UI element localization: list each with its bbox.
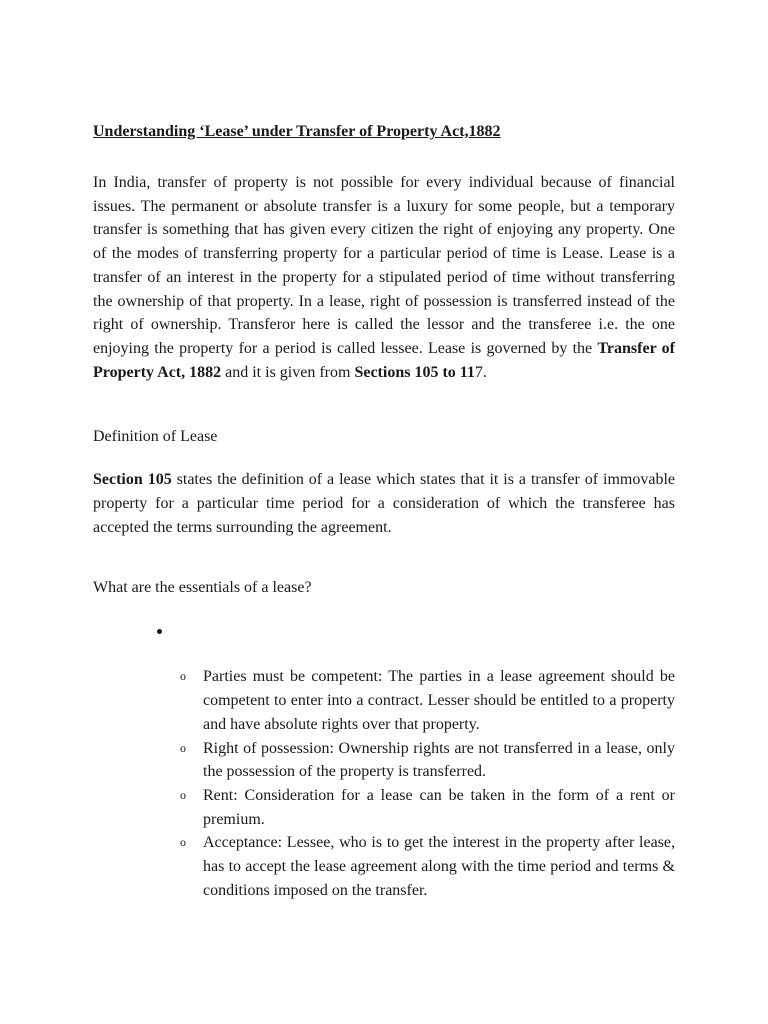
definition-paragraph xyxy=(93,468,675,539)
intro-text-1: In India, transfer of property is not possible for every individual because of financial issues. The permanent or absolute transfer is a luxury for some people, but a temporary transfer is something that has given every citizen the right of enjoying any property. One of the modes of transferring property for a particular period of time is Lease. Lease is a transfer of an interest in the property for a stipulated period of time without transferring the ownership of that property. In a lease, right of possession is transferred instead of the right of ownership. Transferor here is called the lessor and the transferee i.e. the one enjoying the property for a period is called lessee. Lease is governed by the xyxy=(93,174,675,357)
intro-text-2: and it is given from xyxy=(221,363,355,381)
essentials-heading: What are the essentials of a lease? xyxy=(93,579,312,597)
intro-bold-sections: Sections 105 to 11 xyxy=(354,363,475,381)
essentials-item-text: Acceptance: Lessee, who is to get the interest in the property after lease, has to accept the lease agreement along with the time period and terms & conditions imposed on the transfer. xyxy=(203,834,675,899)
definition-text: states the definition of a lease which states that it is a transfer of immovable property for a particular time period for a consideration of which the transferee has accepted the terms surrounding the agreement. xyxy=(93,471,675,536)
circle-bullet-icon: o xyxy=(180,740,186,755)
circle-bullet-icon: o xyxy=(180,787,186,802)
essentials-list-item xyxy=(180,665,675,736)
essentials-list-item xyxy=(180,831,675,902)
essentials-list-item xyxy=(180,737,675,784)
essentials-list-item xyxy=(180,784,675,831)
circle-bullet-icon: o xyxy=(180,669,186,684)
circle-bullet-icon: o xyxy=(180,835,186,850)
definition-heading: Definition of Lease xyxy=(93,428,218,446)
essentials-item-text: Right of possession: Ownership rights are not transferred in a lease, only the possession of the property is transferred. xyxy=(203,739,675,781)
essentials-list xyxy=(93,665,675,902)
intro-bold-act: Transfer of Property Act, 1882 xyxy=(93,339,675,381)
essentials-item-text: Parties must be competent: The parties in a lease agreement should be competent to enter into a contract. Lesser should be entitled to a property and have absolute rights over that property. xyxy=(203,668,675,733)
document-title: Understanding ‘Lease’ under Transfer of Property Act,1882 xyxy=(93,123,501,140)
intro-text-3: 7. xyxy=(474,363,487,381)
definition-bold-section: Section 105 xyxy=(93,471,172,489)
intro-paragraph xyxy=(93,171,675,384)
essentials-item-text: Rent: Consideration for a lease can be taken in the form of a rent or premium. xyxy=(203,786,675,828)
empty-bullet-item xyxy=(157,619,675,643)
bullet-dot-icon xyxy=(157,629,162,634)
document-page xyxy=(93,105,675,902)
